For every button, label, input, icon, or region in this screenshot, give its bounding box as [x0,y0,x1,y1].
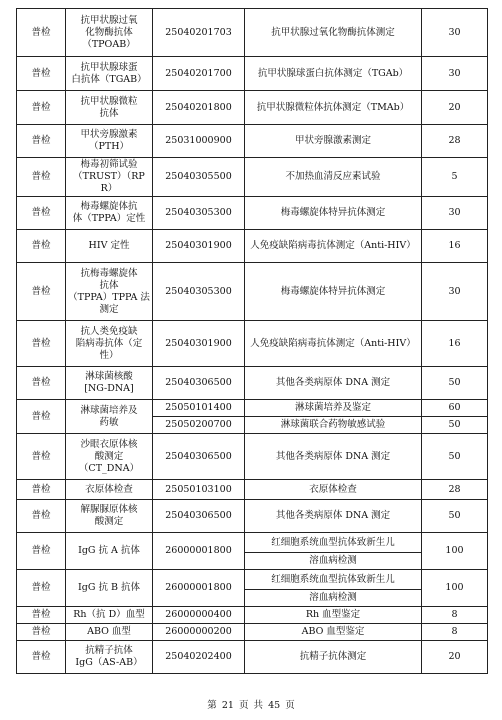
price-cell: 30 [422,263,488,321]
price-cell: 28 [422,480,488,500]
price-cell: 5 [422,158,488,197]
service-code-cell: 25040301900 [153,321,245,367]
category-cell: 普检 [17,533,66,570]
test-item-cell: 淋球菌核酸 [NG-DNA] [66,367,153,400]
price-cell: 50 [422,417,488,434]
category-cell: 普检 [17,263,66,321]
service-name-cell: 甲状旁腺激素测定 [245,125,422,158]
service-name-cell: 其他各类病原体 DNA 测定 [245,434,422,480]
service-name-cell: 抗甲状腺过氧化物酶抗体测定 [245,9,422,57]
price-table [16,8,488,674]
category-cell: 普检 [17,9,66,57]
table-row [17,641,488,674]
service-name-cell: 不加热血清反应素试验 [245,158,422,197]
service-name-cell: 梅毒螺旋体特异抗体测定 [245,263,422,321]
category-cell: 普检 [17,197,66,230]
category-cell: 普检 [17,434,66,480]
test-item-cell: 沙眼衣原体核 酸测定 （CT_DNA） [66,434,153,480]
footer-prefix: 第 [207,700,217,711]
table-row [17,57,488,91]
table-row [17,533,488,553]
table-row [17,230,488,263]
test-item-cell: 梅毒螺旋体抗 体（TPPA）定性 [66,197,153,230]
test-item-cell: 衣原体检查 [66,480,153,500]
price-cell: 50 [422,367,488,400]
table-row [17,9,488,57]
price-cell: 16 [422,230,488,263]
test-item-cell: Rh（抗 D）血型 [66,607,153,624]
category-cell: 普检 [17,91,66,125]
test-item-cell: 甲状旁腺激素 （PTH） [66,125,153,158]
price-cell: 20 [422,91,488,125]
service-code-cell: 25040306500 [153,434,245,480]
price-cell: 16 [422,321,488,367]
category-cell: 普检 [17,367,66,400]
table-row [17,367,488,400]
service-name-cell: Rh 血型鉴定 [245,607,422,624]
service-name-cell: 人免疫缺陷病毒抗体测定（Anti-HIV） [245,230,422,263]
price-cell: 50 [422,434,488,480]
price-cell: 30 [422,57,488,91]
category-cell: 普检 [17,125,66,158]
service-name-cell: 其他各类病原体 DNA 测定 [245,367,422,400]
total-pages: 45 [268,700,281,711]
price-cell: 8 [422,607,488,624]
service-code-cell: 25050200700 [153,417,245,434]
category-cell: 普检 [17,480,66,500]
table-row [17,624,488,641]
footer-page-word: 页 [238,700,249,711]
table-row [17,158,488,197]
service-name-cell: 红细胞系统血型抗体致新生儿 [245,570,422,590]
service-code-cell: 25040301900 [153,230,245,263]
service-name-cell: 衣原体检查 [245,480,422,500]
service-code-cell: 26000001800 [153,570,245,607]
service-code-cell: 25050101400 [153,400,245,417]
test-item-cell: 淋球菌培养及 药敏 [66,400,153,434]
service-code-cell: 25040201700 [153,57,245,91]
table-body [17,9,488,674]
service-code-cell: 26000000400 [153,607,245,624]
service-name-cell: 淋球菌联合药物敏感试验 [245,417,422,434]
price-cell: 30 [422,9,488,57]
test-item-cell: 抗甲状腺微粒 抗体 [66,91,153,125]
table-row [17,125,488,158]
table-row [17,480,488,500]
category-cell: 普检 [17,230,66,263]
price-cell: 20 [422,641,488,674]
category-cell: 普检 [17,400,66,434]
category-cell: 普检 [17,607,66,624]
table-row [17,197,488,230]
category-cell: 普检 [17,57,66,91]
price-cell: 50 [422,500,488,533]
category-cell: 普检 [17,641,66,674]
category-cell: 普检 [17,500,66,533]
service-name-cell: 梅毒螺旋体特异抗体测定 [245,197,422,230]
footer-total-word: 共 [253,700,264,711]
price-cell: 30 [422,197,488,230]
test-item-cell: HIV 定性 [66,230,153,263]
test-item-cell: 抗甲状腺球蛋 白抗体（TGAB） [66,57,153,91]
service-code-cell: 25040202400 [153,641,245,674]
table-row [17,263,488,321]
test-item-cell: 解脲脲原体核 酸测定 [66,500,153,533]
service-code-cell: 26000001800 [153,533,245,570]
service-code-cell: 25040201703 [153,9,245,57]
service-name-cell: 淋球菌培养及鉴定 [245,400,422,417]
service-name-cell: 溶血病检测 [245,590,422,607]
service-code-cell: 25040306500 [153,500,245,533]
price-cell: 100 [422,533,488,570]
table-row [17,607,488,624]
service-name-cell: 红细胞系统血型抗体致新生儿 [245,533,422,553]
price-cell: 8 [422,624,488,641]
service-name-cell: 抗甲状腺微粒体抗体测定（TMAb） [245,91,422,125]
table-row [17,500,488,533]
price-cell: 60 [422,400,488,417]
category-cell: 普检 [17,570,66,607]
service-name-cell: 其他各类病原体 DNA 测定 [245,500,422,533]
page-number: 21 [221,700,234,711]
service-name-cell: 溶血病检测 [245,553,422,570]
test-item-cell: 梅毒初筛试验 （TRUST）（RPR） [66,158,153,197]
service-code-cell: 26000000200 [153,624,245,641]
footer-suffix: 页 [285,700,295,711]
service-code-cell: 25040305300 [153,263,245,321]
test-item-cell: 抗精子抗体 IgG（AS-AB） [66,641,153,674]
test-item-cell: 抗甲状腺过氧 化物酶抗体 （TPOAB） [66,9,153,57]
category-cell: 普检 [17,158,66,197]
service-name-cell: 抗精子抗体测定 [245,641,422,674]
service-name-cell: 人免疫缺陷病毒抗体测定（Anti-HIV） [245,321,422,367]
service-code-cell: 25040201800 [153,91,245,125]
test-item-cell: 抗梅毒螺旋体 抗体 （TPPA）TPPA 法 测定 [66,263,153,321]
category-cell: 普检 [17,624,66,641]
service-name-cell: ABO 血型鉴定 [245,624,422,641]
test-item-cell: ABO 血型 [66,624,153,641]
page-footer [0,697,502,711]
test-item-cell: IgG 抗 A 抗体 [66,533,153,570]
table-row [17,570,488,590]
service-name-cell: 抗甲状腺球蛋白抗体测定（TGAb） [245,57,422,91]
service-code-cell: 25040306500 [153,367,245,400]
table-row [17,321,488,367]
price-cell: 28 [422,125,488,158]
service-code-cell: 25040305300 [153,197,245,230]
service-code-cell: 25040305500 [153,158,245,197]
service-code-cell: 25050103100 [153,480,245,500]
table-row [17,434,488,480]
service-code-cell: 25031000900 [153,125,245,158]
price-cell: 100 [422,570,488,607]
category-cell: 普检 [17,321,66,367]
test-item-cell: IgG 抗 B 抗体 [66,570,153,607]
test-item-cell: 抗人类免疫缺 陷病毒抗体（定 性） [66,321,153,367]
table-row [17,91,488,125]
table-row [17,400,488,417]
